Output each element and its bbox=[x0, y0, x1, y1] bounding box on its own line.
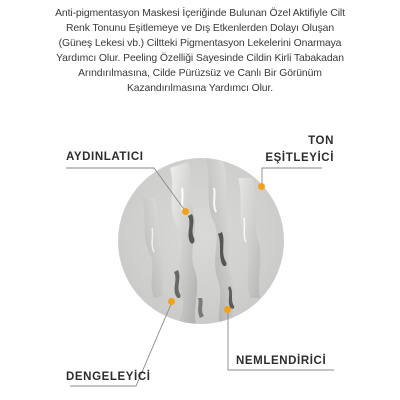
label-ton-line2: EŞİTLEYİCİ bbox=[265, 152, 334, 164]
label-ton bbox=[256, 133, 334, 167]
label-ton-line1: TON bbox=[308, 135, 334, 147]
label-dengeleyici: DENGELEYİCİ bbox=[66, 371, 151, 383]
label-nemlendirici: NEMLENDİRİCİ bbox=[236, 355, 327, 367]
callout-dot-aydinlatici bbox=[182, 208, 189, 215]
callout-dot-ton bbox=[258, 183, 265, 190]
product-description: Anti-pigmentasyon Maskesi İçeriğinde Bulunan Özel Aktifiyle Cilt Renk Tonunu Eşitlemeye ve Dış Etkenlerden Dolayı Oluşan (Güneş Lekesi vb.) Ciltteki Pigmentasyon Lekelerini Onarmaya Yardımcı Olur. Peeling Özelliği Sayesinde Cildin Kirli Tabakadan Arındırılmasına, Cilde Pürüzsüz ve Canlı Bir Görünüm Kazandırılmasına Yardımcı Olur. bbox=[55, 8, 345, 94]
callout-dot-nemlendirici bbox=[224, 306, 231, 313]
label-aydinlatici: AYDINLATICI bbox=[66, 151, 144, 163]
callout-dot-dengeleyici bbox=[168, 298, 175, 305]
